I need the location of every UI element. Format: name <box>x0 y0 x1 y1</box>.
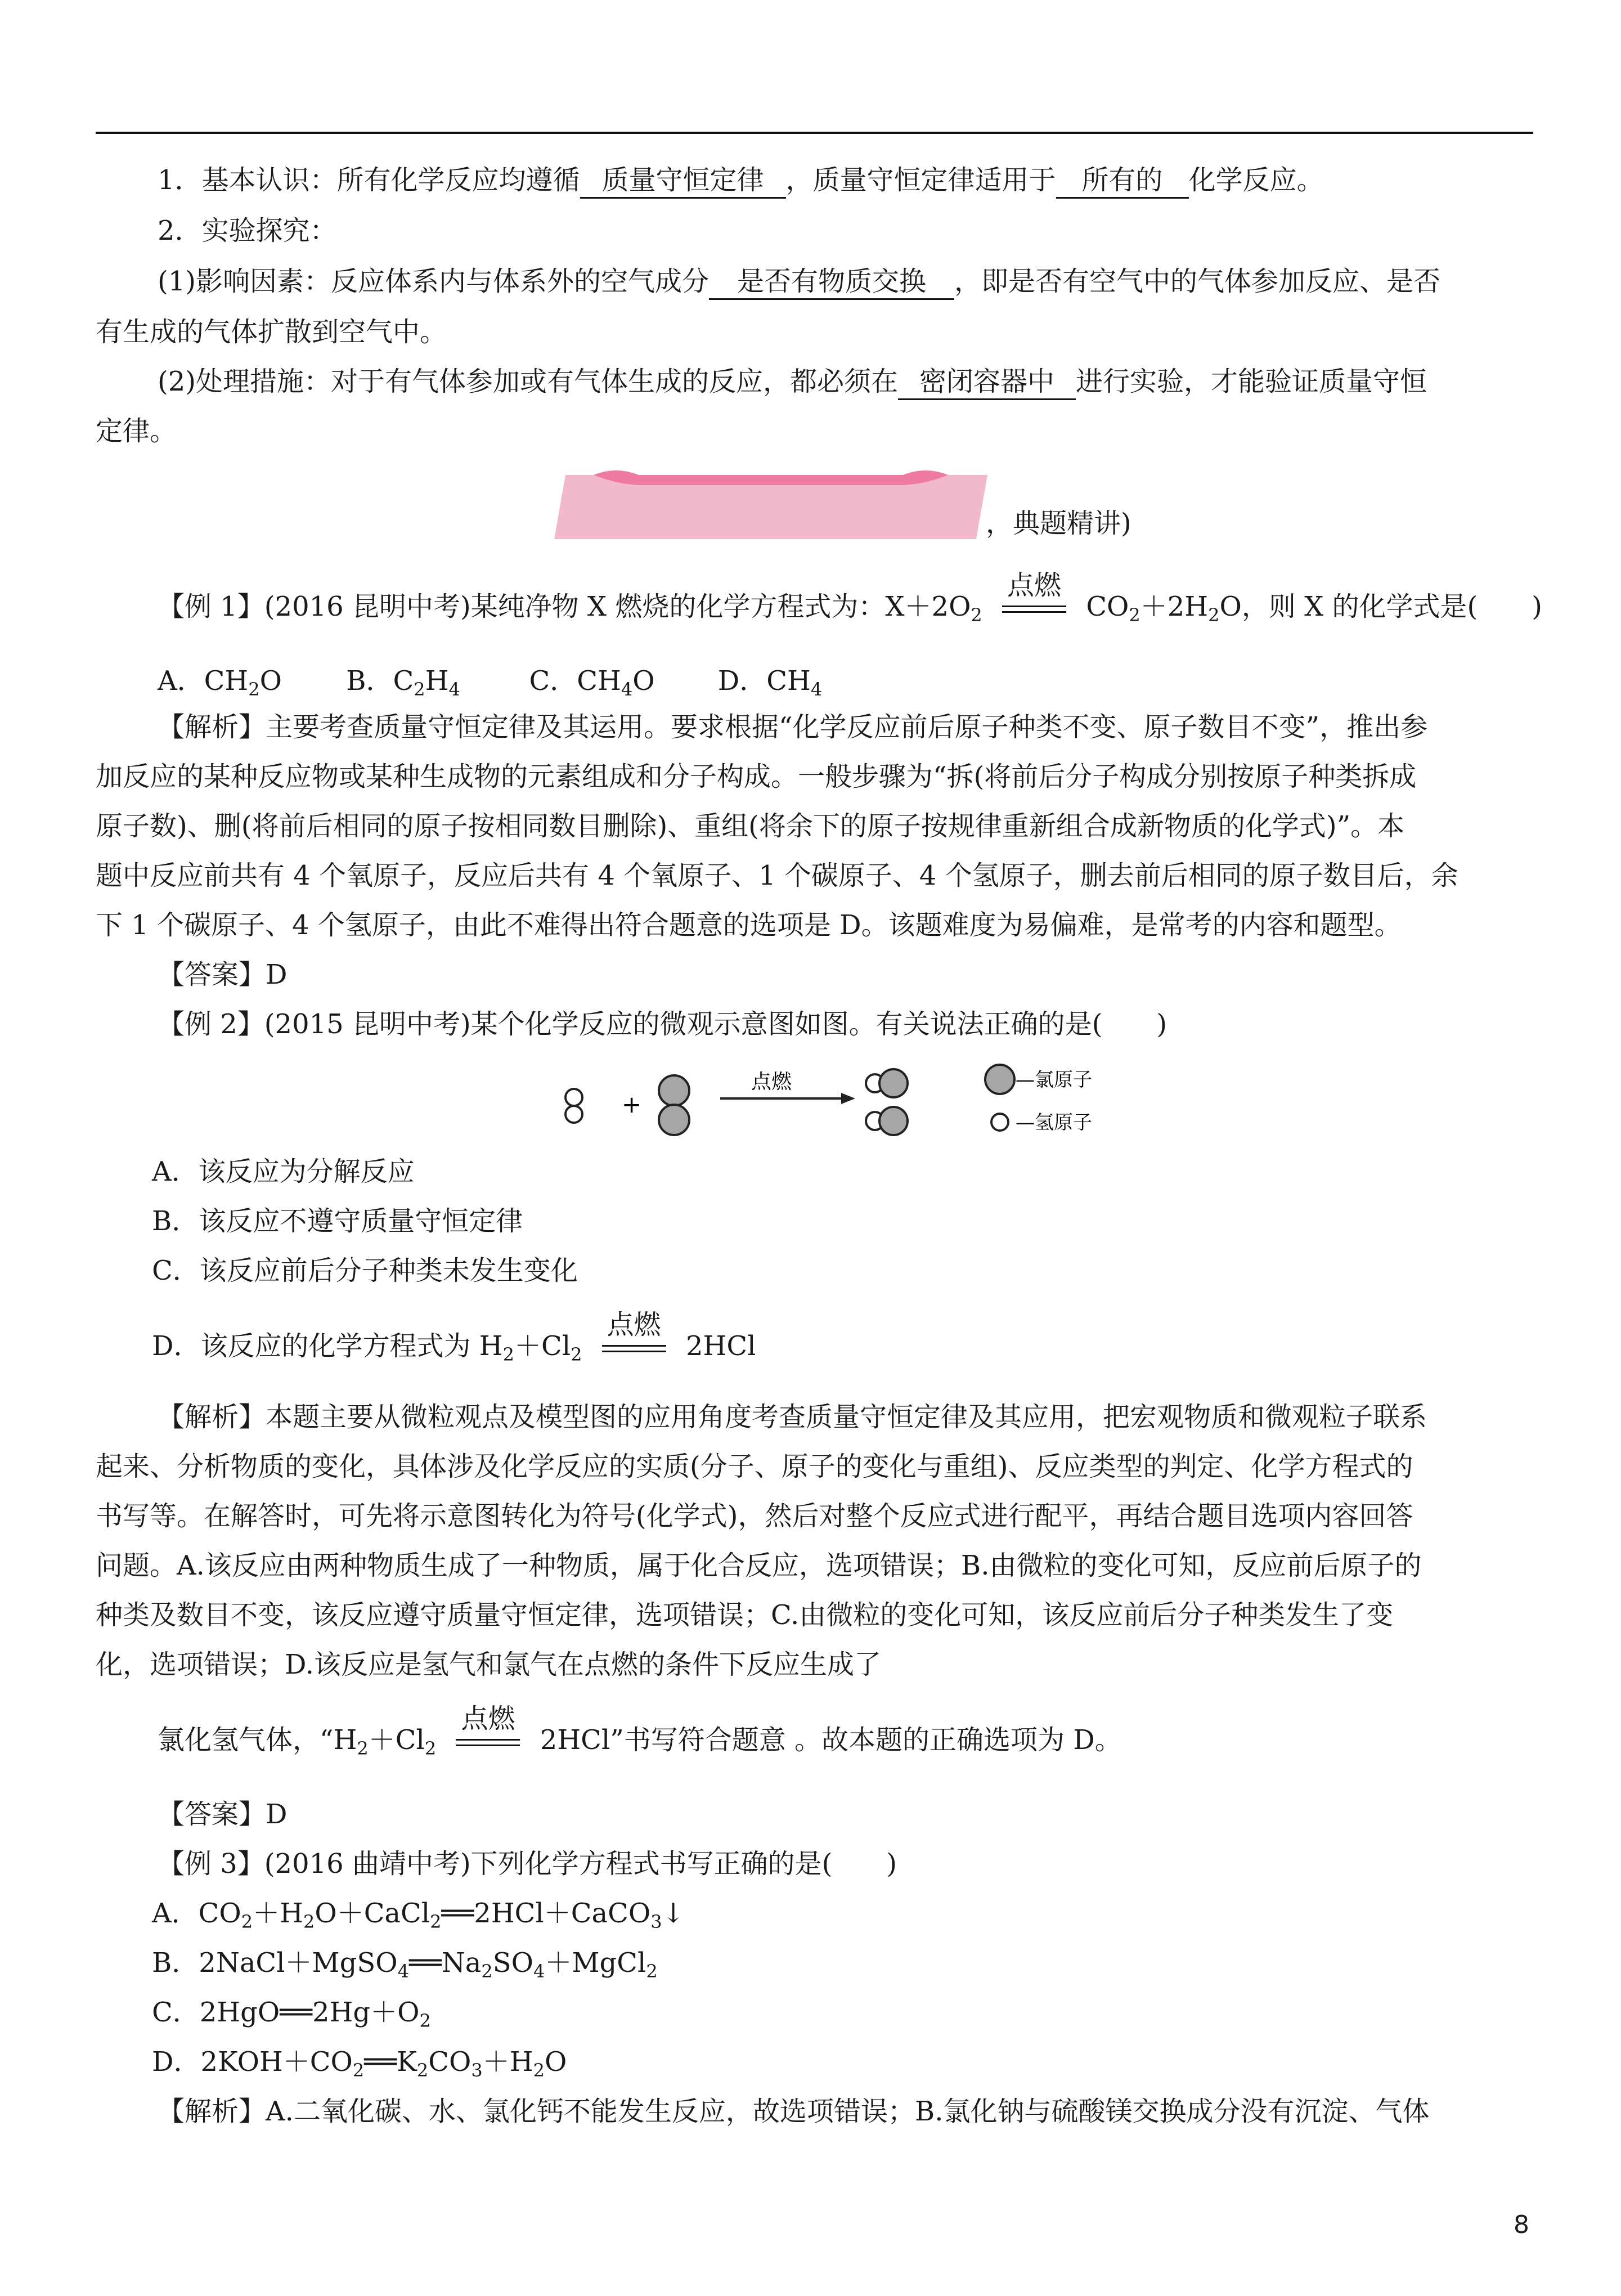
subscript: 2 <box>533 2060 545 2081</box>
precipitate-arrow-icon: ↓ <box>662 1898 685 1929</box>
double-line <box>602 1351 666 1352</box>
condition-label: 点燃 <box>1007 569 1062 601</box>
ex1-analysis-line: 加反应的某种反应物或某种生成物的元素组成和分子构成。一般步骤为“拆(将前后分子构成分别按原子种类拆成 <box>96 761 1417 792</box>
text: ＋H <box>253 1898 303 1929</box>
double-line <box>1002 611 1066 613</box>
double-line <box>602 1345 666 1347</box>
subscript: 2 <box>430 1911 442 1932</box>
text: H <box>425 665 449 697</box>
text: CO <box>428 2046 472 2078</box>
text: (2)处理措施：对于有气体参加或有气体生成的反应，都必须在 <box>158 366 898 397</box>
option-a <box>158 664 338 698</box>
ex1-analysis-line: 原子数)、删(将前后相同的原子按相同数目删除)、重组(将余下的原子按规律重新组合成新物质的化学式)”。本 <box>96 810 1405 842</box>
ex3-option-d <box>152 2045 567 2079</box>
reaction-condition <box>451 1702 524 1759</box>
text: C．CH <box>529 665 621 697</box>
ex2-question: 【例 2】(2015 昆明中考)某个化学反应的微观示意图如图。有关说法正确的是( ) <box>158 1008 1168 1040</box>
subscript: 2 <box>971 604 982 626</box>
subscript: 4 <box>533 1961 545 1982</box>
text: A．CH <box>158 665 249 697</box>
text: ══Na <box>408 1947 482 1979</box>
text: O <box>259 665 282 697</box>
text: ＋2H <box>1140 591 1209 622</box>
text: 化学反应。 <box>1188 164 1324 196</box>
ex2-answer: 【答案】D <box>158 1799 288 1830</box>
arrow-head-icon <box>841 1093 855 1104</box>
ex3-option-c <box>152 1995 431 2032</box>
ex1-analysis-line: 下 1 个碳原子、4 个氢原子，由此不难得出符合题意的选项是 D。该题难度为易偏难，是常考的内容和题型。 <box>96 909 1402 941</box>
subscript: 4 <box>621 679 633 700</box>
hydrogen-atom <box>565 1089 582 1106</box>
text: 2HCl <box>685 1330 756 1362</box>
text: O <box>544 2046 567 2078</box>
subscript: 2 <box>1208 604 1220 626</box>
banner-top-accent <box>594 470 948 485</box>
subscript: 3 <box>650 1911 662 1932</box>
header-rule <box>96 132 1533 134</box>
ex3-option-a <box>152 1896 685 1930</box>
ex1-question <box>158 569 1543 626</box>
chlorine-atom <box>879 1107 908 1135</box>
text: D．CH <box>717 665 811 697</box>
subscript: 2 <box>1129 604 1140 626</box>
subscript: 2 <box>352 2060 365 2081</box>
text: D．该反应的化学方程式为 H <box>152 1330 503 1362</box>
plus-sign: + <box>622 1091 642 1118</box>
answer-blank: 密闭容器中 <box>898 365 1076 400</box>
text: ＋Cl <box>514 1330 571 1362</box>
intro-line-1 <box>158 163 1324 199</box>
ex2-option-c: C．该反应前后分子种类未发生变化 <box>152 1255 578 1286</box>
option-c <box>529 664 710 698</box>
ex3-analysis-line: 【解析】A.二氧化碳、水、氯化钙不能发生反应，故选项错误；B.氯化钠与硫酸镁交换成分没有沉淀、气体 <box>158 2096 1430 2127</box>
text: B．2NaCl＋MgSO <box>152 1947 398 1979</box>
subscript: 2 <box>414 679 425 700</box>
text: (1)影响因素：反应体系内与体系外的空气成分 <box>158 266 709 297</box>
text: ＋H <box>482 2046 533 2078</box>
ex2-analysis-line: 书写等。在解答时，可先将示意图转化为符号(化学式)，然后对整个反应式进行配平，再结合题目选项内容回答 <box>96 1500 1413 1532</box>
text: 1．基本认识：所有化学反应均遵循 <box>158 164 580 196</box>
subscript: 2 <box>424 1738 437 1759</box>
subscript: 4 <box>810 679 823 700</box>
ex1-analysis-line: 题中反应前共有 4 个氧原子，反应后共有 4 个氧原子、1 个碳原子、4 个氢原子，删去前后相同的原子数目后，余 <box>96 860 1458 891</box>
intro-line-3 <box>158 264 1440 300</box>
ex1-analysis-line: 【解析】主要考查质量守恒定律及其运用。要求根据“化学反应前后原子种类不变、原子数目不变”，推出参 <box>158 711 1428 743</box>
ex2-analysis-line: 问题。A.该反应由两种物质生成了一种物质，属于化合反应，选项错误；B.由微粒的变化可知，反应前后原子的 <box>96 1550 1422 1581</box>
subscript: 2 <box>416 2060 429 2081</box>
text: O＋CaCl <box>315 1898 430 1929</box>
reaction-condition <box>598 1308 671 1365</box>
arrow-label: 点燃 <box>751 1070 792 1093</box>
subscript: 3 <box>471 2060 483 2081</box>
banner-label: ，典题精讲) <box>986 508 1131 539</box>
subscript: 4 <box>397 1961 409 1982</box>
ex2-analysis-line: 起来、分析物质的变化，具体涉及化学反应的实质(分子、原子的变化与重组)、反应类型的判定、化学方程式的 <box>96 1451 1413 1482</box>
ex2-analysis-line: 【解析】本题主要从微粒观点及模型图的应用角度考查质量守恒定律及其应用，把宏观物质和微观粒子联系 <box>158 1401 1427 1433</box>
condition-label: 点燃 <box>607 1308 661 1340</box>
reaction-condition <box>998 569 1071 626</box>
text: C．2HgO══2Hg＋O <box>152 1997 420 2028</box>
subscript: 4 <box>448 679 460 700</box>
text: 2HCl”书写符合题意 。故本题的正确选项为 D。 <box>540 1724 1122 1756</box>
page-number: 8 <box>1514 2210 1529 2239</box>
intro-line-4: 有生成的气体扩散到空气中。 <box>96 316 447 348</box>
double-line <box>456 1739 520 1741</box>
text: O <box>632 665 655 697</box>
subscript: 2 <box>419 2010 431 2032</box>
ex2-option-a: A．该反应为分解反应 <box>152 1156 415 1187</box>
intro-line-5 <box>158 365 1427 400</box>
text: ，即是否有空气中的气体参加反应、是否 <box>954 266 1441 297</box>
text: O，则 X 的化学式是( ) <box>1219 591 1543 622</box>
ex2-analysis-line: 化，选项错误；D.该反应是氢气和氯气在点燃的条件下反应生成了 <box>96 1649 882 1680</box>
text: CO <box>1086 591 1129 622</box>
condition-label: 点燃 <box>461 1702 515 1734</box>
section-banner <box>554 470 987 544</box>
text: ══2HCl＋CaCO <box>441 1898 651 1929</box>
ex1-answer: 【答案】D <box>158 959 288 990</box>
chlorine-atom <box>659 1075 689 1106</box>
text: ＋MgCl <box>545 1947 646 1979</box>
text: 进行实验，才能验证质量守恒 <box>1076 366 1427 397</box>
option-b <box>346 664 520 698</box>
intro-line-2: 2．实验探究： <box>158 215 337 246</box>
text: 氯化氢气体，“H <box>158 1724 357 1756</box>
text: A．CO <box>152 1898 241 1929</box>
answer-blank: 所有的 <box>1056 163 1189 199</box>
text: 【例 1】(2016 昆明中考)某纯净物 X 燃烧的化学方程式为：X＋2O <box>158 591 971 622</box>
ex3-option-b <box>152 1946 658 1980</box>
text: ＋Cl <box>368 1724 425 1756</box>
chlorine-atom <box>659 1105 689 1135</box>
subscript: 2 <box>248 679 260 700</box>
subscript: 2 <box>571 1344 582 1365</box>
subscript: 2 <box>646 1961 658 1982</box>
subscript: 2 <box>481 1961 493 1982</box>
ex2-conclusion <box>158 1702 1122 1759</box>
text: D．2KOH＋CO <box>152 2046 353 2078</box>
ex2-option-b: B．该反应不遵守质量守恒定律 <box>152 1205 523 1237</box>
text: ，质量守恒定律适用于 <box>785 164 1056 196</box>
ex3-question: 【例 3】(2016 曲靖中考)下列化学方程式书写正确的是( ) <box>158 1848 897 1880</box>
double-line <box>1002 606 1066 607</box>
intro-line-6: 定律。 <box>96 415 177 447</box>
option-d <box>717 665 823 700</box>
answer-blank: 是否有物质交换 <box>709 264 954 300</box>
legend-chlorine-label: —氯原子 <box>1016 1069 1092 1091</box>
ex1-options <box>158 664 822 698</box>
subscript: 2 <box>241 1911 253 1932</box>
text: ══K <box>364 2046 417 2078</box>
subscript: 2 <box>502 1344 514 1365</box>
chlorine-atom <box>879 1069 908 1097</box>
text: SO <box>492 1947 533 1979</box>
text: B．C <box>346 665 414 697</box>
answer-blank: 质量守恒定律 <box>580 163 786 199</box>
legend-hydrogen-label: —氢原子 <box>1016 1111 1092 1134</box>
double-line <box>456 1745 520 1746</box>
legend-hydrogen-icon <box>991 1114 1008 1131</box>
reaction-diagram <box>557 1058 1120 1154</box>
legend-chlorine-icon <box>985 1065 1014 1094</box>
ex2-option-d <box>152 1308 756 1365</box>
subscript: 2 <box>303 1911 315 1932</box>
ex2-analysis-line: 种类及数目不变，该反应遵守质量守恒定律，选项错误；C.由微粒的变化可知，该反应前后分子种类发生了变 <box>96 1599 1394 1631</box>
hydrogen-atom <box>565 1106 582 1123</box>
subscript: 2 <box>357 1738 369 1759</box>
